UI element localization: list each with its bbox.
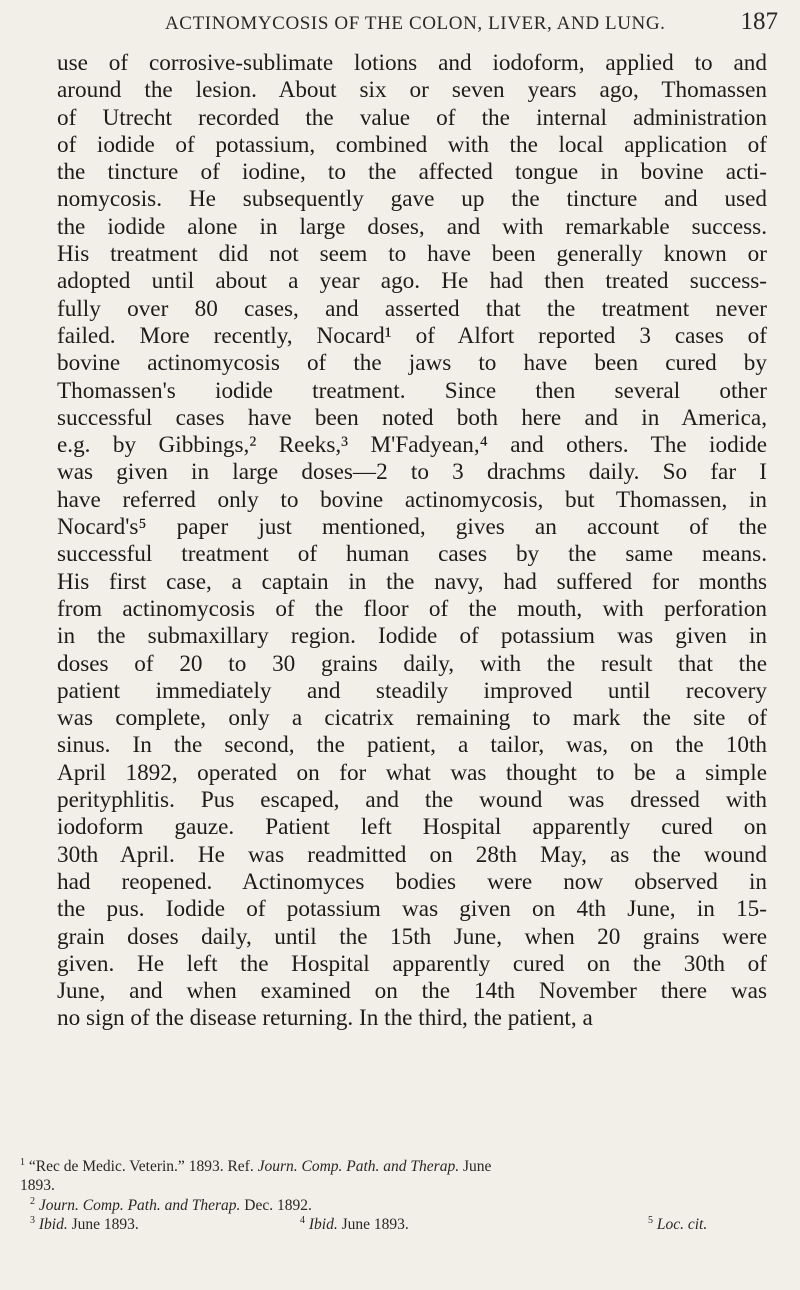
body-line: failed. More recently, Nocard¹ of Alfort reported 3 cases of <box>57 322 767 349</box>
footnote-1-text: “Rec de Medic. Veterin.” 1893. Ref. <box>28 1158 254 1175</box>
body-paragraph <box>57 50 767 1033</box>
footnote-3-date: June 1893. <box>71 1216 139 1233</box>
body-line: use of corrosive-sublimate lotions and iodoform, applied to and <box>57 50 767 76</box>
body-line: was given in large doses—2 to 3 drachms daily. So far I <box>57 459 767 486</box>
body-line: no sign of the disease returning. In the third, the patient, a <box>57 1005 593 1032</box>
footnote-1-mark: 1 <box>20 1156 25 1168</box>
body-line: iodoform gauze. Patient left Hospital apparently cured on <box>57 814 767 841</box>
footnote-2 <box>30 1196 790 1215</box>
body-line: given. He left the Hospital apparently cured on the 30th of <box>57 950 767 977</box>
footnote-1-journal: Journ. Comp. Path. and Therap. <box>257 1158 460 1175</box>
page-number: 187 <box>740 8 778 35</box>
body-line: of Utrecht recorded the value of the internal administration <box>57 104 767 131</box>
footnote-3-ibid: Ibid. <box>38 1216 68 1233</box>
body-line: perityphlitis. Pus escaped, and the wound was dressed with <box>57 787 767 814</box>
body-line: 30th April. He was readmitted on 28th May, as the wound <box>57 841 767 868</box>
footnote-1 <box>20 1157 780 1176</box>
footnote-2-journal: Journ. Comp. Path. and Therap. <box>38 1197 241 1214</box>
body-line: fully over 80 cases, and asserted that the treatment never <box>57 295 767 322</box>
body-line: doses of 20 to 30 grains daily, with the result that the <box>57 650 767 677</box>
body-line: around the lesion. About six or seven years ago, Thomassen <box>57 77 767 104</box>
footnote-5 <box>648 1215 778 1234</box>
body-line: e.g. by Gibbings,² Reeks,³ M'Fadyean,⁴ and others. The iodide <box>57 432 767 459</box>
body-line: Nocard's⁵ paper just mentioned, gives an account of the <box>57 514 767 541</box>
footnote-1-date: June <box>462 1158 492 1175</box>
body-line: His treatment did not seem to have been generally known or <box>57 241 767 268</box>
body-line: grain doses daily, until the 15th June, when 20 grains were <box>57 923 767 950</box>
footnote-2-mark: 2 <box>30 1195 35 1207</box>
footnote-3-mark: 3 <box>30 1214 35 1226</box>
body-line: had reopened. Actinomyces bodies were now observed in <box>57 868 767 895</box>
body-line: adopted until about a year ago. He had then treated success- <box>57 268 767 295</box>
body-line: June, and when examined on the 14th November there was <box>57 978 767 1005</box>
footnote-5-mark: 5 <box>648 1214 653 1226</box>
body-line: April 1892, operated on for what was thought to be a simple <box>57 759 767 786</box>
body-line: successful cases have been noted both here and in America, <box>57 404 767 431</box>
body-line: in the submaxillary region. Iodide of potassium was given in <box>57 623 767 650</box>
running-head: ACTINOMYCOSIS OF THE COLON, LIVER, AND LUNG. <box>164 13 666 34</box>
body-line: Thomassen's iodide treatment. Since then several other <box>57 377 767 404</box>
body-line: His first case, a captain in the navy, had suffered for months <box>57 568 767 595</box>
footnote-1-continued <box>20 1176 780 1195</box>
body-line: from actinomycosis of the floor of the mouth, with perforation <box>57 595 767 622</box>
body-line: patient immediately and steadily improved until recovery <box>57 677 767 704</box>
footnote-3 <box>30 1215 290 1234</box>
footnote-4-date: June 1893. <box>341 1216 409 1233</box>
footnote-1-year: 1893. <box>20 1177 55 1194</box>
body-line: the tincture of iodine, to the affected tongue in bovine acti- <box>57 159 767 186</box>
body-line: the iodide alone in large doses, and with remarkable success. <box>57 213 767 240</box>
footnote-2-date: Dec. 1892. <box>244 1197 312 1214</box>
body-line: nomycosis. He subsequently gave up the tincture and used <box>57 186 767 213</box>
body-line: successful treatment of human cases by the same means. <box>57 541 767 568</box>
footnote-4 <box>300 1215 550 1234</box>
footnote-4-ibid: Ibid. <box>308 1216 338 1233</box>
footnote-5-text: Loc. cit. <box>656 1216 708 1233</box>
body-line: have referred only to bovine actinomycosis, but Thomassen, in <box>57 486 767 513</box>
body-line: the pus. Iodide of potassium was given on 4th June, in 15- <box>57 896 767 923</box>
body-line: sinus. In the second, the patient, a tailor, was, on the 10th <box>57 732 767 759</box>
page-header <box>90 8 778 42</box>
body-line: of iodide of potassium, combined with the local application of <box>57 131 767 158</box>
body-line: was complete, only a cicatrix remaining to mark the site of <box>57 705 767 732</box>
footnote-4-mark: 4 <box>300 1214 305 1226</box>
body-line: bovine actinomycosis of the jaws to have been cured by <box>57 350 767 377</box>
